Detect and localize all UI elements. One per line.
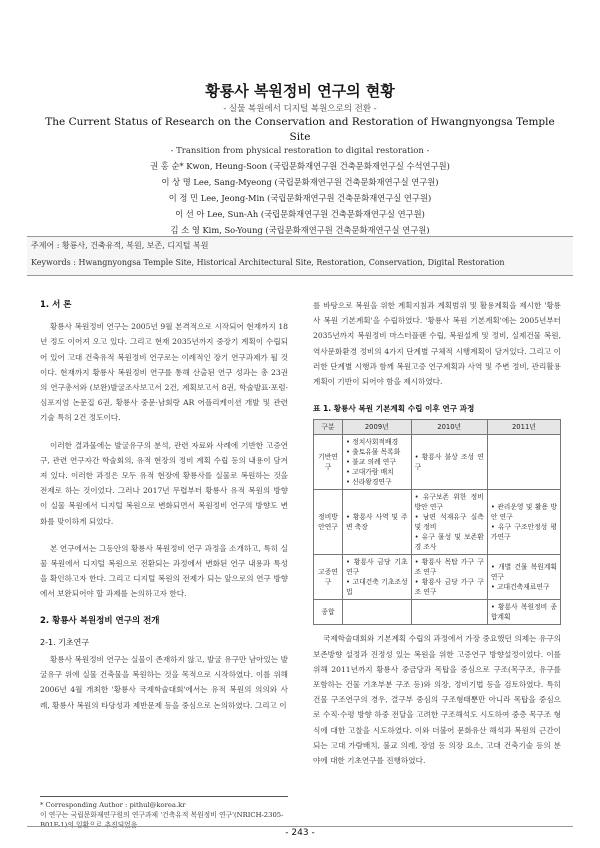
cell-item: 황룡사 목탑 가구 구조 연구 [414, 558, 484, 577]
cell-item: 고대건축 기초조성법 [346, 578, 408, 597]
table-caption: 표 1. 황룡사 복원 기본계획 수립 이후 연구 과정 [313, 404, 475, 414]
cell-item: 황룡사 복원정비 종합계획 [490, 603, 557, 622]
body-paragraph: 본 연구에서는 그동안의 황룡사 복원정비 연구 과정을 소개하고, 특히 실물 복원에서 디지털 복원으로 전환되는 과정에서 변화된 연구 내용과 특성을 확인하고자 한다. 그리고 디지털 복원의 전제가 되는 앞으로의 연구 방향에서 보완되어야 할 과제를 논의하고자 한다. [40, 543, 288, 599]
paper-subtitle-korean: - 실물 복원에서 디지털 복원으로의 전환 - [223, 104, 377, 114]
table-cell: • 황룡사 금당 기초연구 • 고대건축 기초조성법 [343, 555, 412, 600]
cell-item: 고대건축재료연구 [496, 583, 550, 592]
cell-item: 황룡사 불상 조성 연구 [414, 453, 484, 472]
subsection-heading: 2-1. 기초연구 [40, 637, 90, 647]
author-entry: 김 소 영 Kim, So-Young (국립문화재연구원 건축문화재연구실 연구원) [170, 225, 430, 235]
author-entry: 이 선 아 Lee, Sun-Ah (국립문화재연구원 건축문화재연구실 연구원) [175, 209, 425, 219]
cell-item: 남편 석재유구 실측 및 정비 [414, 513, 484, 532]
page-divider [27, 826, 573, 827]
section-heading-research: 2. 황룡사 복원정비 연구의 전개 [40, 615, 160, 626]
row-label: 정비방안연구 [314, 490, 343, 555]
table-cell: • 황룡사 복원정비 종합계획 [487, 600, 560, 625]
author-entry: 이 상 명 Lee, Sang-Myeong (국립문화재연구원 건축문화재연구실 연구원) [161, 177, 439, 187]
page-number: - 243 - [285, 828, 315, 838]
table-row [314, 490, 561, 555]
cell-item: 불교 의례 연구 [352, 458, 396, 467]
table-cell: • 황룡사 불상 조성 연구 [411, 435, 487, 490]
table-header-cell: 2011년 [487, 420, 560, 435]
footnote-corresponding-author: * Corresponding Author : pithul@korea.kr [40, 801, 186, 809]
row-label: 고증연구 [314, 555, 343, 600]
cell-item: 유구 물성 및 보존환경 조사 [414, 533, 484, 552]
footnote-funding: 이 연구는 국립문화재연구원의 연구과제 '건축유적 복원정비 연구'(NRICH-2305-B01F-1)의 일환으로 추진되었음. [40, 811, 284, 829]
table-row [314, 435, 561, 490]
table-row [314, 555, 561, 600]
cell-item: 황룡사 금당 가구 구조 연구 [414, 578, 484, 597]
table-header-cell: 구분 [314, 420, 343, 435]
table-cell: • 황룡사 사역 및 주변 축장 [343, 490, 412, 555]
row-label: 종합 [314, 600, 343, 625]
cell-item: 관리운영 및 활용 방안 연구 [490, 503, 557, 522]
keywords-box [27, 236, 573, 276]
cell-item: 황룡사 금당 기초연구 [346, 558, 408, 577]
footnote [40, 796, 288, 830]
table-cell: • 개별 건물 복원계획 연구 • 고대건축재료연구 [487, 555, 560, 600]
research-process-table [313, 419, 561, 625]
table-cell [487, 435, 560, 490]
cell-item: 정치사회적배경 [352, 438, 399, 447]
body-paragraph: 황룡사 복원정비 연구는 2005년 9월 본격적으로 시작되어 현재까지 18년 정도 이어져 오고 있다. 그리고 현재 2035년까지 중장기 계획이 수립되어 있어 고대 건축유적 복원정비 연구로는 이례적인 장기 연구과제가 될 것이다. 현재까지 황룡사 복원정비 연구를 통해 산출된 연구 성과는 총 23권의 연구총서와 (보완)발굴조사보고서 2건, 계획보고서 8권, 학술발표·포럼·심포지엄 논문집 6권, 황룡사 중문·남회랑 AR 어플리케이션 개발 및 관련 기술 특허 2건 정도이다. [40, 322, 288, 423]
body-paragraph: 이러한 결과물에는 발굴유구의 분석, 관련 자료와 사례에 기반한 고증연구, 관련 연구자간 학술회의, 유적 현장의 정비 계획 수립 등의 내용이 담겨져 있다. 이러한 과정은 모두 유적 현장에 황룡사를 실물로 복원하는 것을 전제로 하는 것이었다. 그러나 2017년 무렵부터 황룡사 유적 복원의 방향이 실물 복원에서 디지털 복원으로 변화되면서 복원정비 연구의 방향도 변화를 맞이하게 되었다. [40, 440, 288, 526]
right-column [313, 298, 561, 780]
body-paragraph: 황룡사 복원정비 연구는 실물이 존재하지 않고, 발굴 유구만 남아있는 발굴유구 위에 실물 건축물을 복원하는 것을 목적으로 시작하였다. 이를 위해 2006년 4월 개최한 '황룡사 국제학술대회'에서는 유적 복원의 의의와 사례, 황룡사 복원의 타당성과 제반문제 등을 중심으로 논의하였다. 그리고 이 [40, 655, 288, 710]
table-header-cell: 2009년 [343, 420, 412, 435]
author-entry: 권 홍 순* Kwon, Heung-Soon (국립문화재연구원 건축문화재연구실 수석연구원) [150, 161, 450, 171]
cell-item: 출토유물 목록화 [352, 448, 401, 457]
section-heading-introduction: 1. 서 론 [40, 300, 72, 310]
table-row [314, 600, 561, 625]
keywords-korean: 주제어 : 황룡사, 건축유적, 복원, 보존, 디지털 복원 [31, 241, 209, 250]
body-paragraph: 를 바탕으로 복원을 위한 계획지침과 계획범위 및 활용계획을 제시한 '황룡사 복원 기본계획'을 수립하였다. '황룡사 복원 기본계획'에는 2005년부터 2035년까지 복원정비 마스터플랜 수립, 복원설계 및 정비, 실제건물 복원, 역사문화환경 정비의 4가지 단계별 구체적 시행계획이 담겨있다. 그리고 이러한 단계별 시행과 함께 복원고증 연구계획과 사역 및 주변 정비, 관리활용계획이 기반이 되어야 함을 제시하였다. [313, 301, 561, 387]
table-cell [343, 600, 412, 625]
table-cell: • 정치사회적배경 • 출토유물 목록화 • 불교 의례 연구 • 고대가람 배치 • 신라왕경연구 [343, 435, 412, 490]
table-header-cell: 2010년 [411, 420, 487, 435]
paper-title-korean: 황룡사 복원정비 연구의 현황 [205, 82, 395, 100]
cell-item: 유구보존 위한 정비방안 연구 [414, 493, 484, 512]
cell-item: 황룡사 사역 및 주변 축장 [346, 513, 408, 532]
paper-title-english: The Current Status of Research on the Conservation and Restoration of Hwangnyongsa Temple Site [45, 116, 555, 143]
author-entry: 이 정 민 Lee, Jeong-Min (국립문화재연구원 건축문화재연구실 연구원) [168, 193, 432, 203]
table-cell [411, 600, 487, 625]
keywords-english: Keywords : Hwangnyongsa Temple Site, Historical Architectural Site, Restoration, Conservation, Digital Restoration [31, 258, 505, 267]
left-column [40, 298, 288, 725]
cell-item: 고대가람 배치 [352, 468, 394, 477]
paper-subtitle-english: - Transition from physical restoration to digital restoration - [170, 146, 430, 156]
row-label: 기반연구 [314, 435, 343, 490]
cell-item: 신라왕경연구 [352, 478, 392, 487]
cell-item: 개별 건물 복원계획 연구 [490, 563, 557, 582]
body-paragraph: 국제학술대회와 기본계획 수립의 과정에서 가장 중요했던 의제는 유구의 보존방향 설정과 진정성 있는 복원을 위한 고증연구 방향설정이었다. 이를 위해 2011년까지 황룡사 중금당과 목탑을 중심으로 구조(목구조, 유구를 포함하는 건물 기초부분 구조 등)와 의장, 정비기법 등을 검토하였다. 특히 건물 구조연구의 경우, 결구부 중심의 구조형태뿐만 아니라 목탑을 중심으로 수직·수평 방향 하중 전달을 고려한 구조해석도 시도하여 중층 목구조 형식에 대한 고찰을 시도하였다. 이와 더불어 문화유산 해석과 복원의 근간이 되는 고대 가람배치, 불교 의례, 장엄 등 의장 요소, 고대 건축기술 등의 분야에 대한 기초연구를 진행하였다. [313, 634, 561, 766]
table-cell: • 유구보존 위한 정비방안 연구 • 남편 석재유구 실측 및 정비 • 유구 물성 및 보존환경 조사 [411, 490, 487, 555]
table-cell: • 관리운영 및 활용 방안 연구 • 유구 구조안정성 평가연구 [487, 490, 560, 555]
cell-item: 유구 구조안정성 평가연구 [490, 523, 557, 542]
table-cell: • 황룡사 목탑 가구 구조 연구 • 황룡사 금당 가구 구조 연구 [411, 555, 487, 600]
